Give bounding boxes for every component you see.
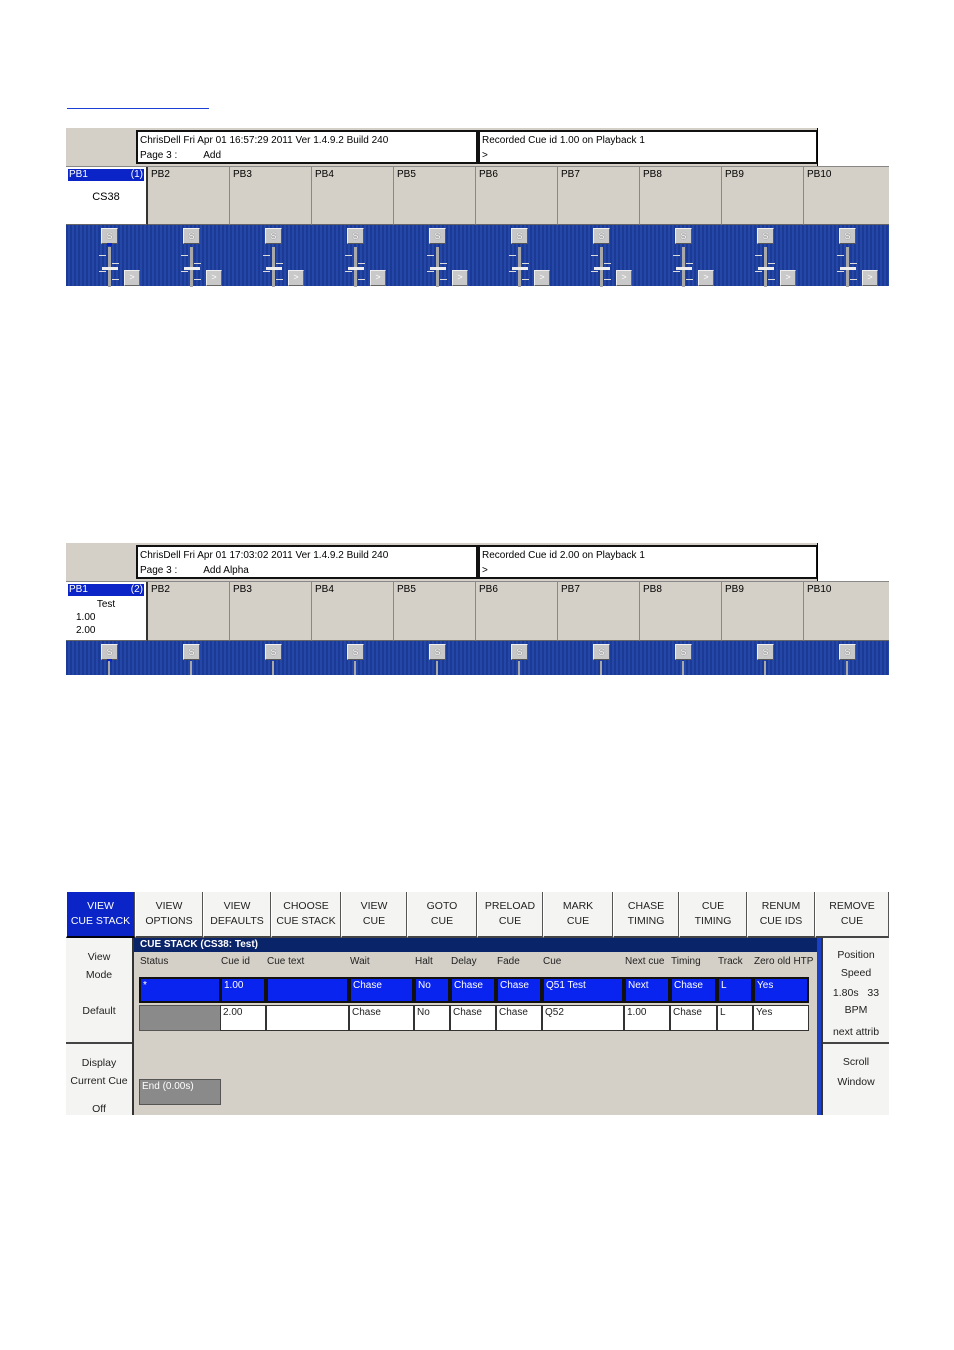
- fader-tick: [440, 263, 447, 264]
- table-cell-track[interactable]: L: [717, 977, 753, 1003]
- column-header-zero-old-htp: Zero old HTP: [754, 956, 814, 967]
- fader-track[interactable]: [272, 661, 274, 675]
- fader-tick: [427, 271, 434, 272]
- playback-pb9[interactable]: PB9: [722, 167, 804, 225]
- view-mode-value: Default: [82, 1005, 116, 1017]
- solo-button[interactable]: S: [675, 228, 692, 244]
- solo-button[interactable]: S: [183, 228, 200, 244]
- solo-button[interactable]: S: [429, 644, 446, 660]
- page-label: Page 3 :: [140, 565, 178, 576]
- next-arrow-button[interactable]: >: [206, 270, 222, 286]
- display-current-cue-button[interactable]: Display Current Cue: [70, 1057, 128, 1087]
- table-cell-cue-id[interactable]: 2.00: [220, 1005, 266, 1031]
- command-prompt[interactable]: >: [482, 565, 488, 576]
- column-header-next-cue: Next cue: [625, 956, 665, 967]
- playback-pb8[interactable]: PB8: [640, 582, 722, 641]
- toolbar-button-cue-timing[interactable]: CUE TIMING: [679, 892, 747, 938]
- fader-track[interactable]: [682, 661, 684, 675]
- column-header-status: Status: [140, 956, 169, 967]
- solo-button[interactable]: S: [757, 228, 774, 244]
- solo-button[interactable]: S: [347, 228, 364, 244]
- column-header-cue-id: Cue id: [221, 956, 250, 967]
- display-current-cue-value: Off: [92, 1103, 106, 1115]
- fader-pb6[interactable]: [476, 225, 558, 286]
- fader-track[interactable]: [518, 661, 520, 675]
- fader-pb5[interactable]: [394, 225, 476, 286]
- solo-button[interactable]: S: [265, 644, 282, 660]
- solo-button[interactable]: S: [347, 644, 364, 660]
- fader-pb10[interactable]: [804, 225, 886, 286]
- playback-pb1[interactable]: PB1 (2) Test 1.00 2.00: [66, 582, 148, 641]
- fader-track[interactable]: [600, 661, 602, 675]
- table-cell-status[interactable]: *: [139, 977, 221, 1003]
- fader-tick: [276, 279, 283, 280]
- playback-pb7[interactable]: PB7: [558, 582, 640, 641]
- table-cell-track[interactable]: L: [717, 1005, 753, 1031]
- fader-pb7[interactable]: [558, 641, 640, 675]
- fader-pb1[interactable]: [66, 225, 148, 286]
- bpm-label: BPM: [844, 1004, 868, 1016]
- info-box: [136, 130, 478, 164]
- table-cell-delay[interactable]: Chase: [450, 1005, 496, 1031]
- solo-button[interactable]: S: [593, 644, 610, 660]
- fader-tick: [509, 271, 516, 272]
- playback-pb2[interactable]: PB2: [148, 582, 230, 641]
- table-cell-zero-old-htp[interactable]: Yes: [753, 1005, 809, 1031]
- fader-knob[interactable]: [430, 267, 446, 270]
- table-cell-cue-text[interactable]: [266, 977, 349, 1003]
- solo-button[interactable]: S: [429, 228, 446, 244]
- fader-tick: [263, 271, 270, 272]
- toolbar-button-goto-cue[interactable]: GOTO CUE: [407, 892, 477, 938]
- playback-pb4[interactable]: PB4: [312, 167, 394, 225]
- next-arrow-button[interactable]: >: [124, 270, 140, 286]
- column-header-delay: Delay: [451, 956, 477, 967]
- playback-row: [66, 581, 889, 641]
- toolbar-button-view-cue-stack[interactable]: VIEW CUE STACK: [66, 892, 135, 938]
- fader-pb2[interactable]: [148, 641, 230, 675]
- fader-tick: [673, 271, 680, 272]
- next-arrow-button[interactable]: >: [780, 270, 796, 286]
- fader-tick: [591, 255, 598, 256]
- fader-tick: [509, 255, 516, 256]
- table-cell-fade[interactable]: Chase: [496, 977, 542, 1003]
- status-message: Recorded Cue id 2.00 on Playback 1: [482, 550, 645, 561]
- header-bar: [66, 543, 889, 581]
- table-cell-delay[interactable]: Chase: [450, 977, 496, 1003]
- fader-track[interactable]: [764, 661, 766, 675]
- fader-knob[interactable]: [348, 267, 364, 270]
- solo-button[interactable]: S: [265, 228, 282, 244]
- table-cell-cue-id[interactable]: 1.00: [220, 977, 266, 1003]
- fader-tick: [112, 279, 119, 280]
- toolbar-button-renum-cue-ids[interactable]: RENUM CUE IDS: [747, 892, 815, 938]
- playback-pb10[interactable]: PB10: [804, 167, 889, 225]
- fader-tick: [99, 271, 106, 272]
- fader-tick: [358, 263, 365, 264]
- fader-knob[interactable]: [184, 267, 200, 270]
- fader-tick: [850, 263, 857, 264]
- solo-button[interactable]: S: [101, 644, 118, 660]
- fader-tick: [358, 279, 365, 280]
- toolbar-button-view-options[interactable]: VIEW OPTIONS: [135, 892, 203, 938]
- hyperlink-underline[interactable]: [67, 108, 209, 109]
- fader-tick: [440, 279, 447, 280]
- next-arrow-button[interactable]: >: [534, 270, 550, 286]
- fader-tick: [345, 271, 352, 272]
- playback-pb7[interactable]: PB7: [558, 167, 640, 225]
- fader-knob[interactable]: [266, 267, 282, 270]
- header-bar: [66, 128, 889, 166]
- fader-tick: [755, 271, 762, 272]
- table-cell-next-cue[interactable]: Next: [624, 977, 670, 1003]
- fader-tick: [591, 271, 598, 272]
- playback-pb1[interactable]: PB1 (1) CS38: [66, 167, 148, 225]
- fader-tick: [194, 279, 201, 280]
- table-cell-timing[interactable]: Chase: [670, 1005, 717, 1031]
- column-header-halt: Halt: [415, 956, 433, 967]
- playback-pb5[interactable]: PB5: [394, 582, 476, 641]
- cue-stack-title: CUE STACK (CS38: Test): [134, 938, 817, 952]
- toolbar-button-remove-cue[interactable]: REMOVE CUE: [815, 892, 889, 938]
- playback-pb2[interactable]: PB2: [148, 167, 230, 225]
- column-header-cue-text: Cue text: [267, 956, 305, 967]
- fader-strip: [66, 641, 889, 675]
- left-panel: [66, 938, 134, 1115]
- fader-tick: [604, 279, 611, 280]
- playback-row: [66, 166, 889, 225]
- command-box[interactable]: [478, 130, 818, 164]
- next-arrow-button[interactable]: >: [698, 270, 714, 286]
- fader-tick: [837, 255, 844, 256]
- fader-tick: [112, 263, 119, 264]
- column-header-timing: Timing: [671, 956, 701, 967]
- solo-button[interactable]: S: [839, 644, 856, 660]
- fader-strip: [66, 225, 889, 286]
- fader-pb9[interactable]: [722, 641, 804, 675]
- playback-pb9[interactable]: PB9: [722, 582, 804, 641]
- cue-stack-screen: [66, 892, 889, 1115]
- fader-pb6[interactable]: [476, 641, 558, 675]
- solo-button[interactable]: S: [511, 644, 528, 660]
- status-message: Recorded Cue id 1.00 on Playback 1: [482, 135, 645, 146]
- fader-tick: [522, 279, 529, 280]
- fader-pb7[interactable]: [558, 225, 640, 286]
- table-cell-cue[interactable]: Q51 Test: [542, 977, 624, 1003]
- fader-tick: [837, 271, 844, 272]
- fader-tick: [686, 279, 693, 280]
- playback-screen-1: [66, 128, 889, 286]
- fader-tick: [850, 279, 857, 280]
- cue-stack-name: CS38: [92, 191, 120, 203]
- playback-pb3[interactable]: PB3: [230, 167, 312, 225]
- toolbar-button-choose-cue-stack[interactable]: CHOOSE CUE STACK: [271, 892, 341, 938]
- solo-button[interactable]: S: [839, 228, 856, 244]
- fader-knob[interactable]: [676, 267, 692, 270]
- fader-knob[interactable]: [840, 267, 856, 270]
- page-value: Add: [203, 150, 222, 161]
- table-cell-timing[interactable]: Chase: [670, 977, 717, 1003]
- scroll-window-button[interactable]: Scroll Window: [837, 1056, 875, 1088]
- toolbar-button-mark-cue[interactable]: MARK CUE: [543, 892, 613, 938]
- table-cell-cue[interactable]: Q52: [542, 1005, 624, 1031]
- next-arrow-button[interactable]: >: [862, 270, 878, 286]
- command-prompt[interactable]: >: [482, 150, 488, 161]
- version-line: ChrisDell Fri Apr 01 17:03:02 2011 Ver 1.4.9.2 Build 240: [140, 550, 389, 561]
- fader-tick: [99, 255, 106, 256]
- fader-tick: [755, 255, 762, 256]
- fader-tick: [345, 255, 352, 256]
- cue-list: [76, 611, 95, 637]
- fader-tick: [768, 279, 775, 280]
- right-panel: [821, 938, 889, 1115]
- fader-track[interactable]: [354, 661, 356, 675]
- fader-track[interactable]: [436, 661, 438, 675]
- table-cell-fade[interactable]: Chase: [496, 1005, 542, 1031]
- info-box: [136, 545, 478, 579]
- cue-item: 1.00: [76, 612, 96, 623]
- toolbar-button-view-defaults[interactable]: VIEW DEFAULTS: [203, 892, 271, 938]
- fader-tick: [181, 271, 188, 272]
- table-cell-cue-text[interactable]: [266, 1005, 349, 1031]
- table-cell-zero-old-htp[interactable]: Yes: [753, 977, 809, 1003]
- fader-knob[interactable]: [102, 267, 118, 270]
- fader-tick: [673, 255, 680, 256]
- view-mode-button[interactable]: View Mode: [85, 951, 113, 981]
- table-cell-status[interactable]: [139, 1005, 221, 1031]
- column-header-fade: Fade: [497, 956, 520, 967]
- fader-tick: [181, 255, 188, 256]
- next-arrow-button[interactable]: >: [616, 270, 632, 286]
- fader-pb8[interactable]: [640, 225, 722, 286]
- fader-pb1[interactable]: [66, 641, 148, 675]
- toolbar-button-view-cue[interactable]: VIEW CUE: [341, 892, 407, 938]
- page-label: Page 3 :: [140, 150, 178, 161]
- fader-tick: [686, 263, 693, 264]
- end-row[interactable]: End (0.00s): [139, 1079, 221, 1105]
- version-line: ChrisDell Fri Apr 01 16:57:29 2011 Ver 1.4.9.2 Build 240: [140, 135, 389, 146]
- table-cell-wait[interactable]: Chase: [349, 977, 414, 1003]
- fader-tick: [263, 255, 270, 256]
- fader-pb5[interactable]: [394, 641, 476, 675]
- fader-tick: [768, 263, 775, 264]
- fader-track[interactable]: [846, 661, 848, 675]
- solo-button[interactable]: S: [183, 644, 200, 660]
- toolbar-button-preload-cue[interactable]: PRELOAD CUE: [477, 892, 543, 938]
- solo-button[interactable]: S: [101, 228, 118, 244]
- cue-stack-window: [134, 938, 821, 1115]
- solo-button[interactable]: S: [757, 644, 774, 660]
- column-header-cue: Cue: [543, 956, 562, 967]
- playback-pb10[interactable]: PB10: [804, 582, 889, 641]
- solo-button[interactable]: S: [675, 644, 692, 660]
- fader-pb4[interactable]: [312, 641, 394, 675]
- fader-track[interactable]: [190, 661, 192, 675]
- fader-pb9[interactable]: [722, 225, 804, 286]
- next-arrow-button[interactable]: >: [452, 270, 468, 286]
- fader-pb3[interactable]: [230, 225, 312, 286]
- fader-tick: [522, 263, 529, 264]
- fader-tick: [427, 255, 434, 256]
- speed-label: Speed: [840, 967, 872, 979]
- cue-stack-title: Test: [96, 599, 116, 610]
- playback-pb6[interactable]: PB6: [476, 167, 558, 225]
- fader-tick: [276, 263, 283, 264]
- solo-button[interactable]: S: [511, 228, 528, 244]
- page-value: Add Alpha: [203, 565, 249, 576]
- fader-pb10[interactable]: [804, 641, 886, 675]
- fader-knob[interactable]: [512, 267, 528, 270]
- column-header-track: Track: [718, 956, 743, 967]
- position-label[interactable]: Position: [837, 949, 875, 961]
- fader-track[interactable]: [108, 661, 110, 675]
- table-cell-wait[interactable]: Chase: [349, 1005, 414, 1031]
- table-cell-halt[interactable]: No: [414, 977, 450, 1003]
- softkey-toolbar: [66, 892, 889, 938]
- fader-pb8[interactable]: [640, 641, 722, 675]
- toolbar-button-chase-timing[interactable]: CHASE TIMING: [613, 892, 679, 938]
- playback-pb8[interactable]: PB8: [640, 167, 722, 225]
- speed-value: 1.80s 33: [832, 987, 880, 999]
- playback-pb5[interactable]: PB5: [394, 167, 476, 225]
- command-box[interactable]: [478, 545, 818, 579]
- fader-knob[interactable]: [594, 267, 610, 270]
- fader-pb3[interactable]: [230, 641, 312, 675]
- next-arrow-button[interactable]: >: [370, 270, 386, 286]
- playback-screen-2: [66, 543, 889, 675]
- fader-tick: [604, 263, 611, 264]
- next-attrib-button[interactable]: next attrib: [832, 1026, 880, 1038]
- fader-tick: [194, 263, 201, 264]
- playback-pb6[interactable]: PB6: [476, 582, 558, 641]
- table-cell-halt[interactable]: No: [414, 1005, 450, 1031]
- playback-pb4[interactable]: PB4: [312, 582, 394, 641]
- fader-pb2[interactable]: [148, 225, 230, 286]
- table-cell-next-cue[interactable]: 1.00: [624, 1005, 670, 1031]
- playback-pb3[interactable]: PB3: [230, 582, 312, 641]
- next-arrow-button[interactable]: >: [288, 270, 304, 286]
- cue-item: 2.00: [76, 625, 96, 636]
- column-header-wait: Wait: [350, 956, 370, 967]
- fader-pb4[interactable]: [312, 225, 394, 286]
- fader-knob[interactable]: [758, 267, 774, 270]
- solo-button[interactable]: S: [593, 228, 610, 244]
